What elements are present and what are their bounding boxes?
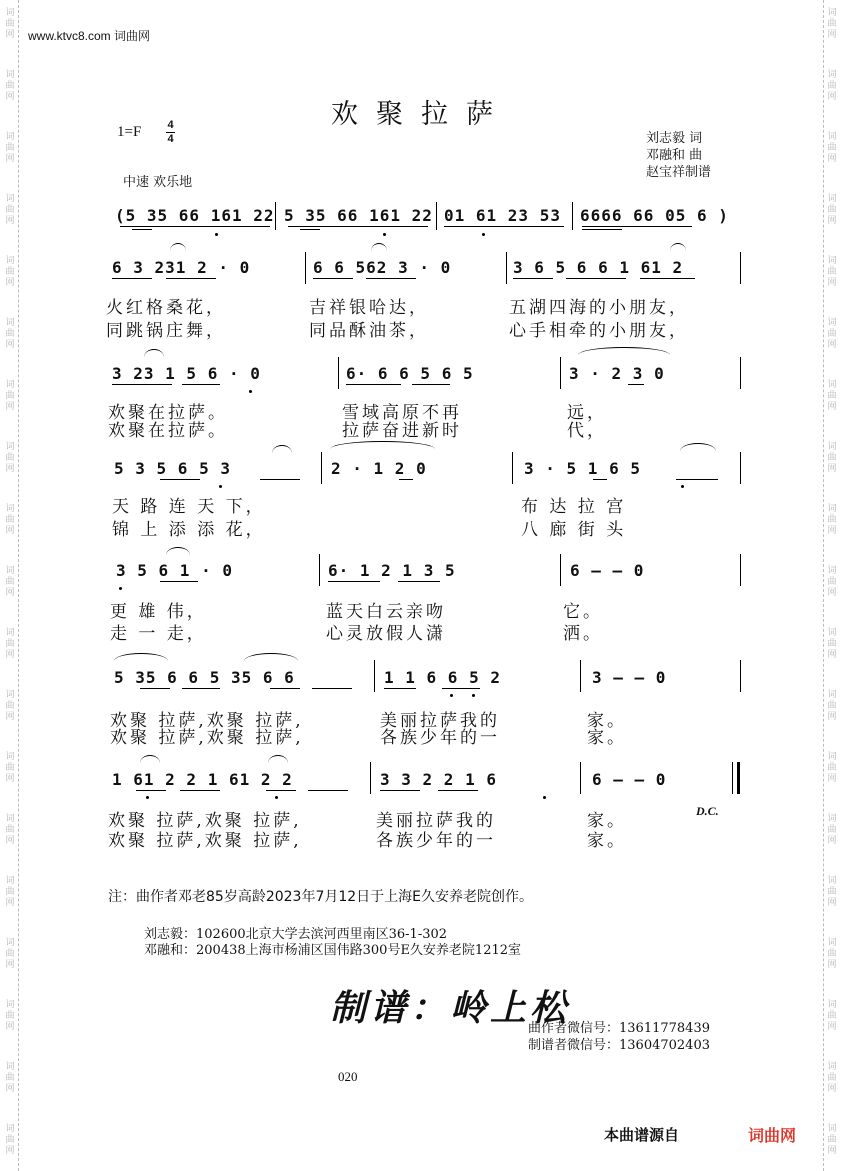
side-watermark: 词 曲 网 — [827, 1124, 837, 1156]
side-watermark: 词 曲 网 — [5, 876, 15, 908]
side-watermark: 词 曲 网 — [5, 1000, 15, 1032]
source-label: 本曲谱源自 — [604, 1126, 680, 1144]
octave-dot — [275, 796, 278, 799]
lyric-line: 吉祥银哈达， — [309, 298, 429, 318]
lyric-line-2: 心灵放假人潇 — [326, 624, 446, 644]
octave-dot — [146, 796, 149, 799]
octave-dot — [450, 694, 453, 697]
beam-line — [288, 226, 428, 227]
beam-line — [444, 226, 564, 227]
site-url[interactable]: www.ktvc8.com 词曲网 — [28, 29, 151, 43]
lyric-line-2: 欢聚 拉萨,欢聚 拉萨, — [108, 831, 302, 851]
measure-notes: 6· 6 6 5 6 5 — [346, 364, 474, 383]
lyric-line-2: 欢聚 拉萨,欢聚 拉萨, — [110, 728, 304, 748]
slur — [371, 243, 387, 251]
beam-line — [182, 384, 220, 385]
lyric-line-2: 洒。 — [563, 624, 603, 644]
lyric-line-2: 走 一 走， — [110, 624, 207, 644]
octave-dot — [119, 587, 122, 590]
beam-line — [132, 229, 152, 230]
measure-notes: 3 5 6 1 · 0 — [116, 561, 233, 580]
octave-dot — [215, 233, 218, 236]
lyric-line: 五湖四海的小朋友， — [509, 298, 689, 318]
side-watermark: 词 曲 网 — [5, 318, 15, 350]
octave-dot — [472, 694, 475, 697]
bar-line — [506, 252, 507, 284]
octave-dot — [681, 485, 684, 488]
arranger-signature: 制谱：岭上松 — [330, 987, 571, 1029]
side-watermark: 词 曲 网 — [827, 132, 837, 164]
side-watermark: 词 曲 网 — [5, 690, 15, 722]
octave-dot — [543, 796, 546, 799]
bar-line — [580, 762, 581, 794]
beam-line — [346, 384, 401, 385]
side-watermark: 词 曲 网 — [827, 8, 837, 40]
measure-notes: 3 · 5 1 6 5 — [524, 459, 641, 478]
side-watermark: 词 曲 网 — [827, 938, 837, 970]
address-composer: 邓融和：200438上海市杨浦区国伟路300号E久安养老院1212室 — [144, 943, 522, 958]
lyric-line: 雪域高原不再 — [342, 403, 462, 423]
octave-dot — [482, 233, 485, 236]
lyric-line: 它。 — [563, 602, 603, 622]
credit-arranger: 赵宝祥制谱 — [646, 165, 712, 180]
wechat-composer: 曲作者微信号：13611778439 — [528, 1021, 710, 1036]
final-bar-line — [732, 762, 733, 794]
side-watermark: 词 曲 网 — [5, 814, 15, 846]
measure-notes: 5 35 66 161 22 — [284, 206, 433, 225]
side-watermark: 词 曲 网 — [5, 442, 15, 474]
slur — [330, 441, 435, 449]
side-watermark: 词 曲 网 — [827, 876, 837, 908]
source-brand-link[interactable]: 词曲网 — [748, 1126, 797, 1145]
slur — [114, 653, 168, 661]
address-lyricist: 刘志毅：102600北京大学去滨河西里南区36-1-302 — [144, 927, 448, 942]
lyric-line: 布 达 拉 宫 — [521, 497, 627, 517]
measure-notes: 1 1 6 6 5 2 — [384, 668, 501, 687]
measure-notes: 2 · 1 2 0 — [331, 459, 427, 478]
measure-notes: 3 6 5 6 6 1 61 2 — [513, 258, 684, 277]
slur — [680, 443, 716, 451]
side-watermark: 词 曲 网 — [827, 256, 837, 288]
bar-line — [436, 202, 437, 230]
lyric-line-2: 同品酥油茶， — [309, 321, 429, 341]
wechat-contacts — [528, 1020, 710, 1054]
bar-line — [512, 452, 513, 484]
octave-dot — [383, 233, 386, 236]
side-watermark: 词 曲 网 — [827, 380, 837, 412]
slur — [268, 755, 288, 763]
side-watermark: 词 曲 网 — [827, 318, 837, 350]
tempo-marking: 中速 欢乐地 — [123, 175, 193, 190]
slur — [578, 347, 670, 355]
beam-line — [112, 278, 152, 279]
bar-line — [319, 554, 320, 586]
beam-line — [140, 688, 170, 689]
bar-line — [740, 660, 741, 692]
bar-line — [305, 252, 306, 284]
da-capo-mark: D.C. — [696, 804, 719, 818]
measure-notes: 3 23 1 5 6 · 0 — [112, 364, 261, 383]
lyric-line-2: 欢聚在拉萨。 — [108, 421, 228, 441]
beam-line — [160, 581, 198, 582]
song-title: 欢聚拉萨 — [331, 99, 511, 130]
page-number: 020 — [338, 1069, 358, 1084]
time-signature — [166, 120, 175, 145]
beam-line — [328, 581, 380, 582]
slur — [166, 547, 190, 555]
measure-notes: 6 6 562 3 · 0 — [313, 258, 452, 277]
lyric-line-2: 拉萨奋进新时 — [342, 421, 462, 441]
lyric-line: 天 路 连 天 下， — [112, 497, 266, 517]
measure-notes: 6 3 231 2 · 0 — [112, 258, 251, 277]
lyric-line: 美丽拉萨我的 — [380, 711, 500, 731]
measure-notes: 6 – – 0 — [570, 561, 645, 580]
measure-notes: 6666 66 05 6 ) — [580, 206, 729, 225]
side-watermark: 词 曲 网 — [5, 938, 15, 970]
bar-line — [374, 660, 375, 692]
bar-line — [275, 202, 276, 230]
beam-line — [640, 278, 695, 279]
side-watermark: 词 曲 网 — [827, 504, 837, 536]
measure-notes: (5 35 66 161 22 — [115, 206, 275, 225]
composition-note: 注：曲作者邓老85岁高龄2023年7月12日于上海E久安养老院创作。 — [108, 889, 534, 905]
beam-line — [593, 479, 607, 480]
side-watermark: 词 曲 网 — [5, 70, 15, 102]
beam-line — [180, 790, 220, 791]
side-watermark: 词 曲 网 — [5, 504, 15, 536]
measure-notes: 5 3 5 6 5 3 — [114, 459, 231, 478]
beam-line — [182, 688, 220, 689]
beam-line — [582, 229, 622, 230]
measure-notes: 01 61 23 53 — [444, 206, 561, 225]
side-watermark: 词 曲 网 — [5, 256, 15, 288]
beam-line — [112, 384, 172, 385]
lyric-line-2: 各族少年的一 — [376, 831, 496, 851]
side-watermark: 词 曲 网 — [5, 8, 15, 40]
measure-notes: 3 – – 0 — [592, 668, 667, 687]
beam-line — [160, 479, 200, 480]
side-watermark: 词 曲 网 — [827, 1000, 837, 1032]
slur — [170, 243, 186, 251]
bar-line — [740, 452, 741, 484]
side-watermark: 词 曲 网 — [827, 70, 837, 102]
lyric-line: 火红格桑花， — [106, 298, 226, 318]
beam-line — [380, 790, 420, 791]
measure-notes: 6 – – 0 — [592, 770, 667, 789]
wechat-arranger: 制谱者微信号：13604702403 — [528, 1038, 710, 1053]
beam-line — [384, 688, 416, 689]
lyric-line-2: 代， — [567, 421, 607, 441]
beam-line — [398, 581, 440, 582]
lyric-line-2: 心手相牵的小朋友， — [509, 321, 689, 341]
beam-line — [582, 226, 692, 227]
lyric-line-2: 八 廊 街 头 — [521, 520, 627, 540]
side-watermark: 词 曲 网 — [827, 628, 837, 660]
lyric-line: 欢聚 拉萨,欢聚 拉萨, — [108, 811, 302, 831]
slur — [144, 349, 164, 357]
lyric-line: 欢聚在拉萨。 — [108, 403, 228, 423]
bar-line — [580, 660, 581, 692]
bar-line — [321, 452, 322, 484]
beam-line — [308, 790, 348, 791]
side-watermark: 词 曲 网 — [5, 194, 15, 226]
credit-lyricist: 刘志毅 词 — [646, 131, 703, 146]
credits — [646, 130, 711, 181]
side-watermark: 词 曲 网 — [5, 132, 15, 164]
beam-line — [412, 384, 450, 385]
meter-top: 4 — [167, 119, 174, 131]
lyric-line-2: 家。 — [587, 728, 627, 748]
author-addresses — [144, 927, 521, 959]
lyric-line-2: 各族少年的一 — [380, 728, 500, 748]
measure-notes: 6· 1 2 1 3 5 — [328, 561, 456, 580]
credit-composer: 邓融和 曲 — [646, 148, 703, 163]
side-watermark: 词 曲 网 — [5, 566, 15, 598]
side-watermark: 词 曲 网 — [827, 814, 837, 846]
measure-notes: 3 · 2 3 0 — [569, 364, 665, 383]
measure-notes: 3 3 2 2 1 6 — [380, 770, 497, 789]
bar-line — [572, 202, 573, 230]
lyric-line: 远， — [567, 403, 607, 423]
beam-line — [438, 790, 478, 791]
side-watermark: 词 曲 网 — [5, 1062, 15, 1094]
octave-dot — [249, 390, 252, 393]
beam-line — [266, 790, 296, 791]
lyric-line-2: 家。 — [587, 831, 627, 851]
bar-line — [338, 357, 339, 389]
side-watermark: 词 曲 网 — [5, 628, 15, 660]
lyric-line: 蓝天白云亲吻 — [326, 602, 446, 622]
lyric-line: 美丽拉萨我的 — [376, 811, 496, 831]
side-watermark: 词 曲 网 — [5, 752, 15, 784]
beam-line — [442, 688, 480, 689]
lyric-line: 欢聚 拉萨,欢聚 拉萨, — [110, 711, 304, 731]
octave-dot — [219, 485, 222, 488]
bar-line — [560, 554, 561, 586]
beam-line — [399, 479, 413, 480]
lyric-line: 家。 — [587, 811, 627, 831]
bar-line — [740, 252, 741, 284]
side-watermark: 词 曲 网 — [5, 1124, 15, 1156]
lyric-line: 家。 — [587, 711, 627, 731]
side-watermark: 词 曲 网 — [827, 690, 837, 722]
lyric-line-2: 锦 上 添 添 花， — [112, 520, 266, 540]
slur — [140, 755, 160, 763]
side-watermark: 词 曲 网 — [827, 194, 837, 226]
lyric-line: 更 雄 伟， — [110, 602, 207, 622]
side-watermark: 词 曲 网 — [827, 752, 837, 784]
beam-line — [166, 278, 216, 279]
beam-line — [260, 479, 300, 480]
side-watermark: 词 曲 网 — [827, 1062, 837, 1094]
slur — [670, 243, 686, 251]
beam-line — [300, 229, 320, 230]
beam-line — [136, 790, 166, 791]
side-watermark: 词 曲 网 — [5, 380, 15, 412]
bar-line — [740, 554, 741, 586]
beam-line — [366, 278, 416, 279]
beam-line — [676, 479, 718, 480]
beam-line — [313, 278, 353, 279]
lyric-line-2: 同跳锅庄舞， — [106, 321, 226, 341]
beam-line — [270, 688, 300, 689]
measure-notes: 1 61 2 2 1 61 2 2 — [112, 770, 293, 789]
final-bar-line-thick — [737, 762, 740, 794]
beam-line — [312, 688, 352, 689]
bar-line — [740, 357, 741, 389]
slur — [272, 445, 292, 453]
beam-line — [513, 278, 553, 279]
beam-line — [120, 226, 270, 227]
beam-line — [628, 384, 644, 385]
measure-notes: 5 35 6 6 5 35 6 6 — [114, 668, 295, 687]
bar-line — [560, 357, 561, 389]
key-signature: 1=F — [117, 124, 142, 140]
slur — [244, 653, 298, 661]
side-watermark: 词 曲 网 — [827, 566, 837, 598]
beam-line — [566, 278, 626, 279]
meter-bottom: 4 — [167, 133, 174, 145]
side-watermark: 词 曲 网 — [827, 442, 837, 474]
bar-line — [370, 762, 371, 794]
